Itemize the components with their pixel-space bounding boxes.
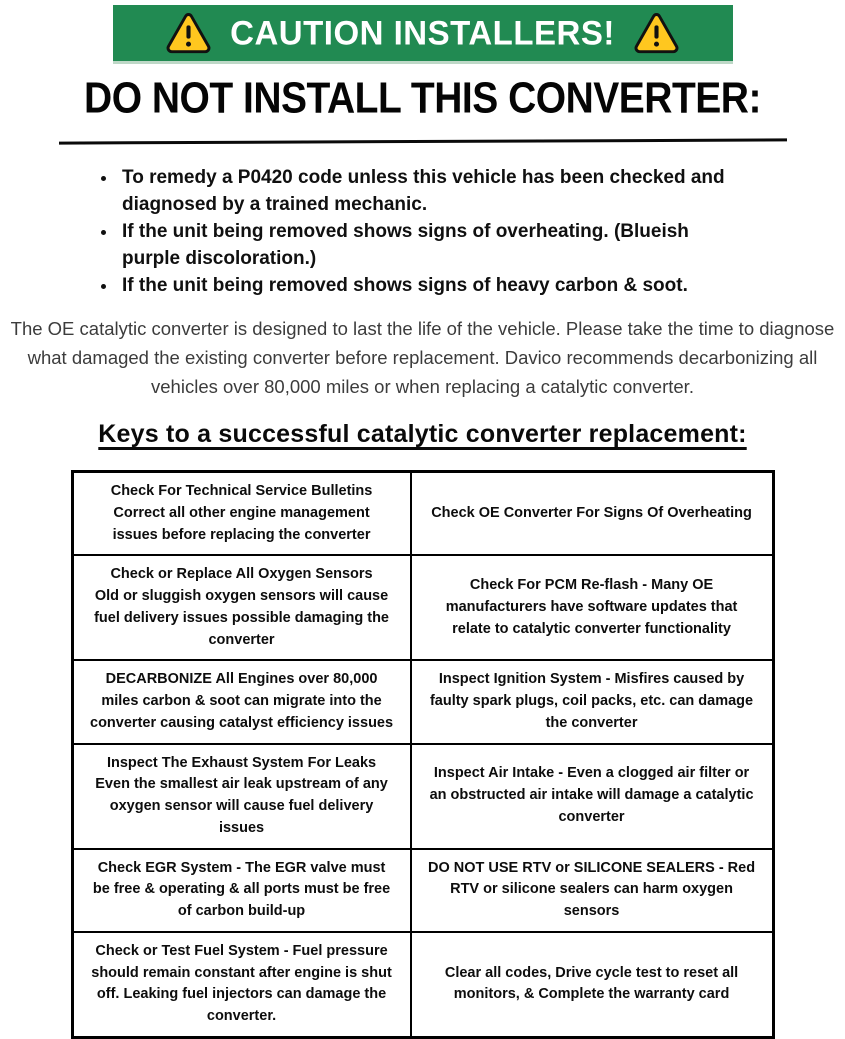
cell-line: Old or sluggish oxygen sensors will cause fuel delivery issues possible damaging the converter (94, 588, 389, 648)
table-cell-left (72, 849, 411, 932)
list-item: • To remedy a P0420 code unless this vehicle has been checked and diagnosed by a trained mechanic. (118, 164, 746, 218)
table-cell-left (72, 932, 411, 1038)
cell-line: Check or Replace All Oxygen Sensors (110, 566, 373, 583)
table-cell-right: Inspect Air Intake - Even a clogged air filter or an obstructed air intake will damage a catalytic converter (411, 744, 773, 849)
list-item: • If the unit being removed shows signs of overheating. (Blueish purple discoloration.) (118, 218, 746, 272)
table-cell-left (72, 660, 411, 743)
main-heading: DO NOT INSTALL THIS CONVERTER: (84, 74, 761, 123)
keys-table (71, 470, 775, 1039)
table-cell-right: Clear all codes, Drive cycle test to reset all monitors, & Complete the warranty card (411, 932, 773, 1038)
table-cell-right: DO NOT USE RTV or SILICONE SEALERS - Red RTV or silicone sealers can harm oxygen sensors (411, 849, 773, 932)
table-row (72, 932, 773, 1038)
table-cell-right: Inspect Ignition System - Misfires caused by faulty spark plugs, coil packs, etc. can damage the converter (411, 660, 773, 743)
cell-line: Check For Technical Service Bulletins (110, 483, 373, 499)
table-cell-left (72, 744, 411, 849)
cell-line: Check EGR System - The EGR valve must be free & operating & all ports must be free of carbon build-up (92, 859, 391, 919)
warning-triangle-icon (633, 10, 680, 57)
cell-line: DECARBONIZE All Engines over 80,000 miles carbon & soot can migrate into the converter causing catalyst efficiency issues (90, 671, 394, 731)
divider-line (58, 138, 786, 144)
table-cell-left (72, 472, 411, 556)
caution-banner (113, 5, 733, 64)
table-cell-left (72, 555, 411, 660)
banner-title: CAUTION INSTALLERS! (230, 13, 615, 52)
cell-line: Even the smallest air leak upstream of any oxygen sensor will cause fuel delivery issues (95, 776, 388, 836)
cell-line: Check or Test Fuel System - Fuel pressure should remain constant after engine is shut off. Leaking fuel injectors can damage the converter. (91, 942, 392, 1024)
advisory-paragraph: The OE catalytic converter is designed to last the life of the vehicle. Please take the time to diagnose what damaged the existing converter before replacement. Davico recommends decarbonizing all vehicles over 80,000 miles or when replacing a catalytic converter. (10, 318, 835, 397)
table-cell-right: Check For PCM Re-flash - Many OE manufacturers have software updates that relate to catalytic converter functionality (411, 555, 773, 660)
table-row (72, 555, 773, 660)
keys-heading: Keys to a successful catalytic converter replacement: (98, 420, 747, 448)
table-row (72, 744, 773, 849)
table-cell-right: Check OE Converter For Signs Of Overheating (411, 472, 773, 556)
list-item: • If the unit being removed shows signs of heavy carbon & soot. (118, 272, 746, 299)
warning-list (98, 164, 746, 299)
table-row (72, 472, 773, 556)
table-row (72, 849, 773, 932)
installer-caution-flyer (0, 5, 845, 1024)
cell-line: Correct all other engine management issues before replacing the converter (112, 504, 371, 543)
warning-triangle-icon (165, 10, 212, 57)
table-row (72, 660, 773, 743)
cell-line: Inspect The Exhaust System For Leaks (106, 754, 377, 771)
